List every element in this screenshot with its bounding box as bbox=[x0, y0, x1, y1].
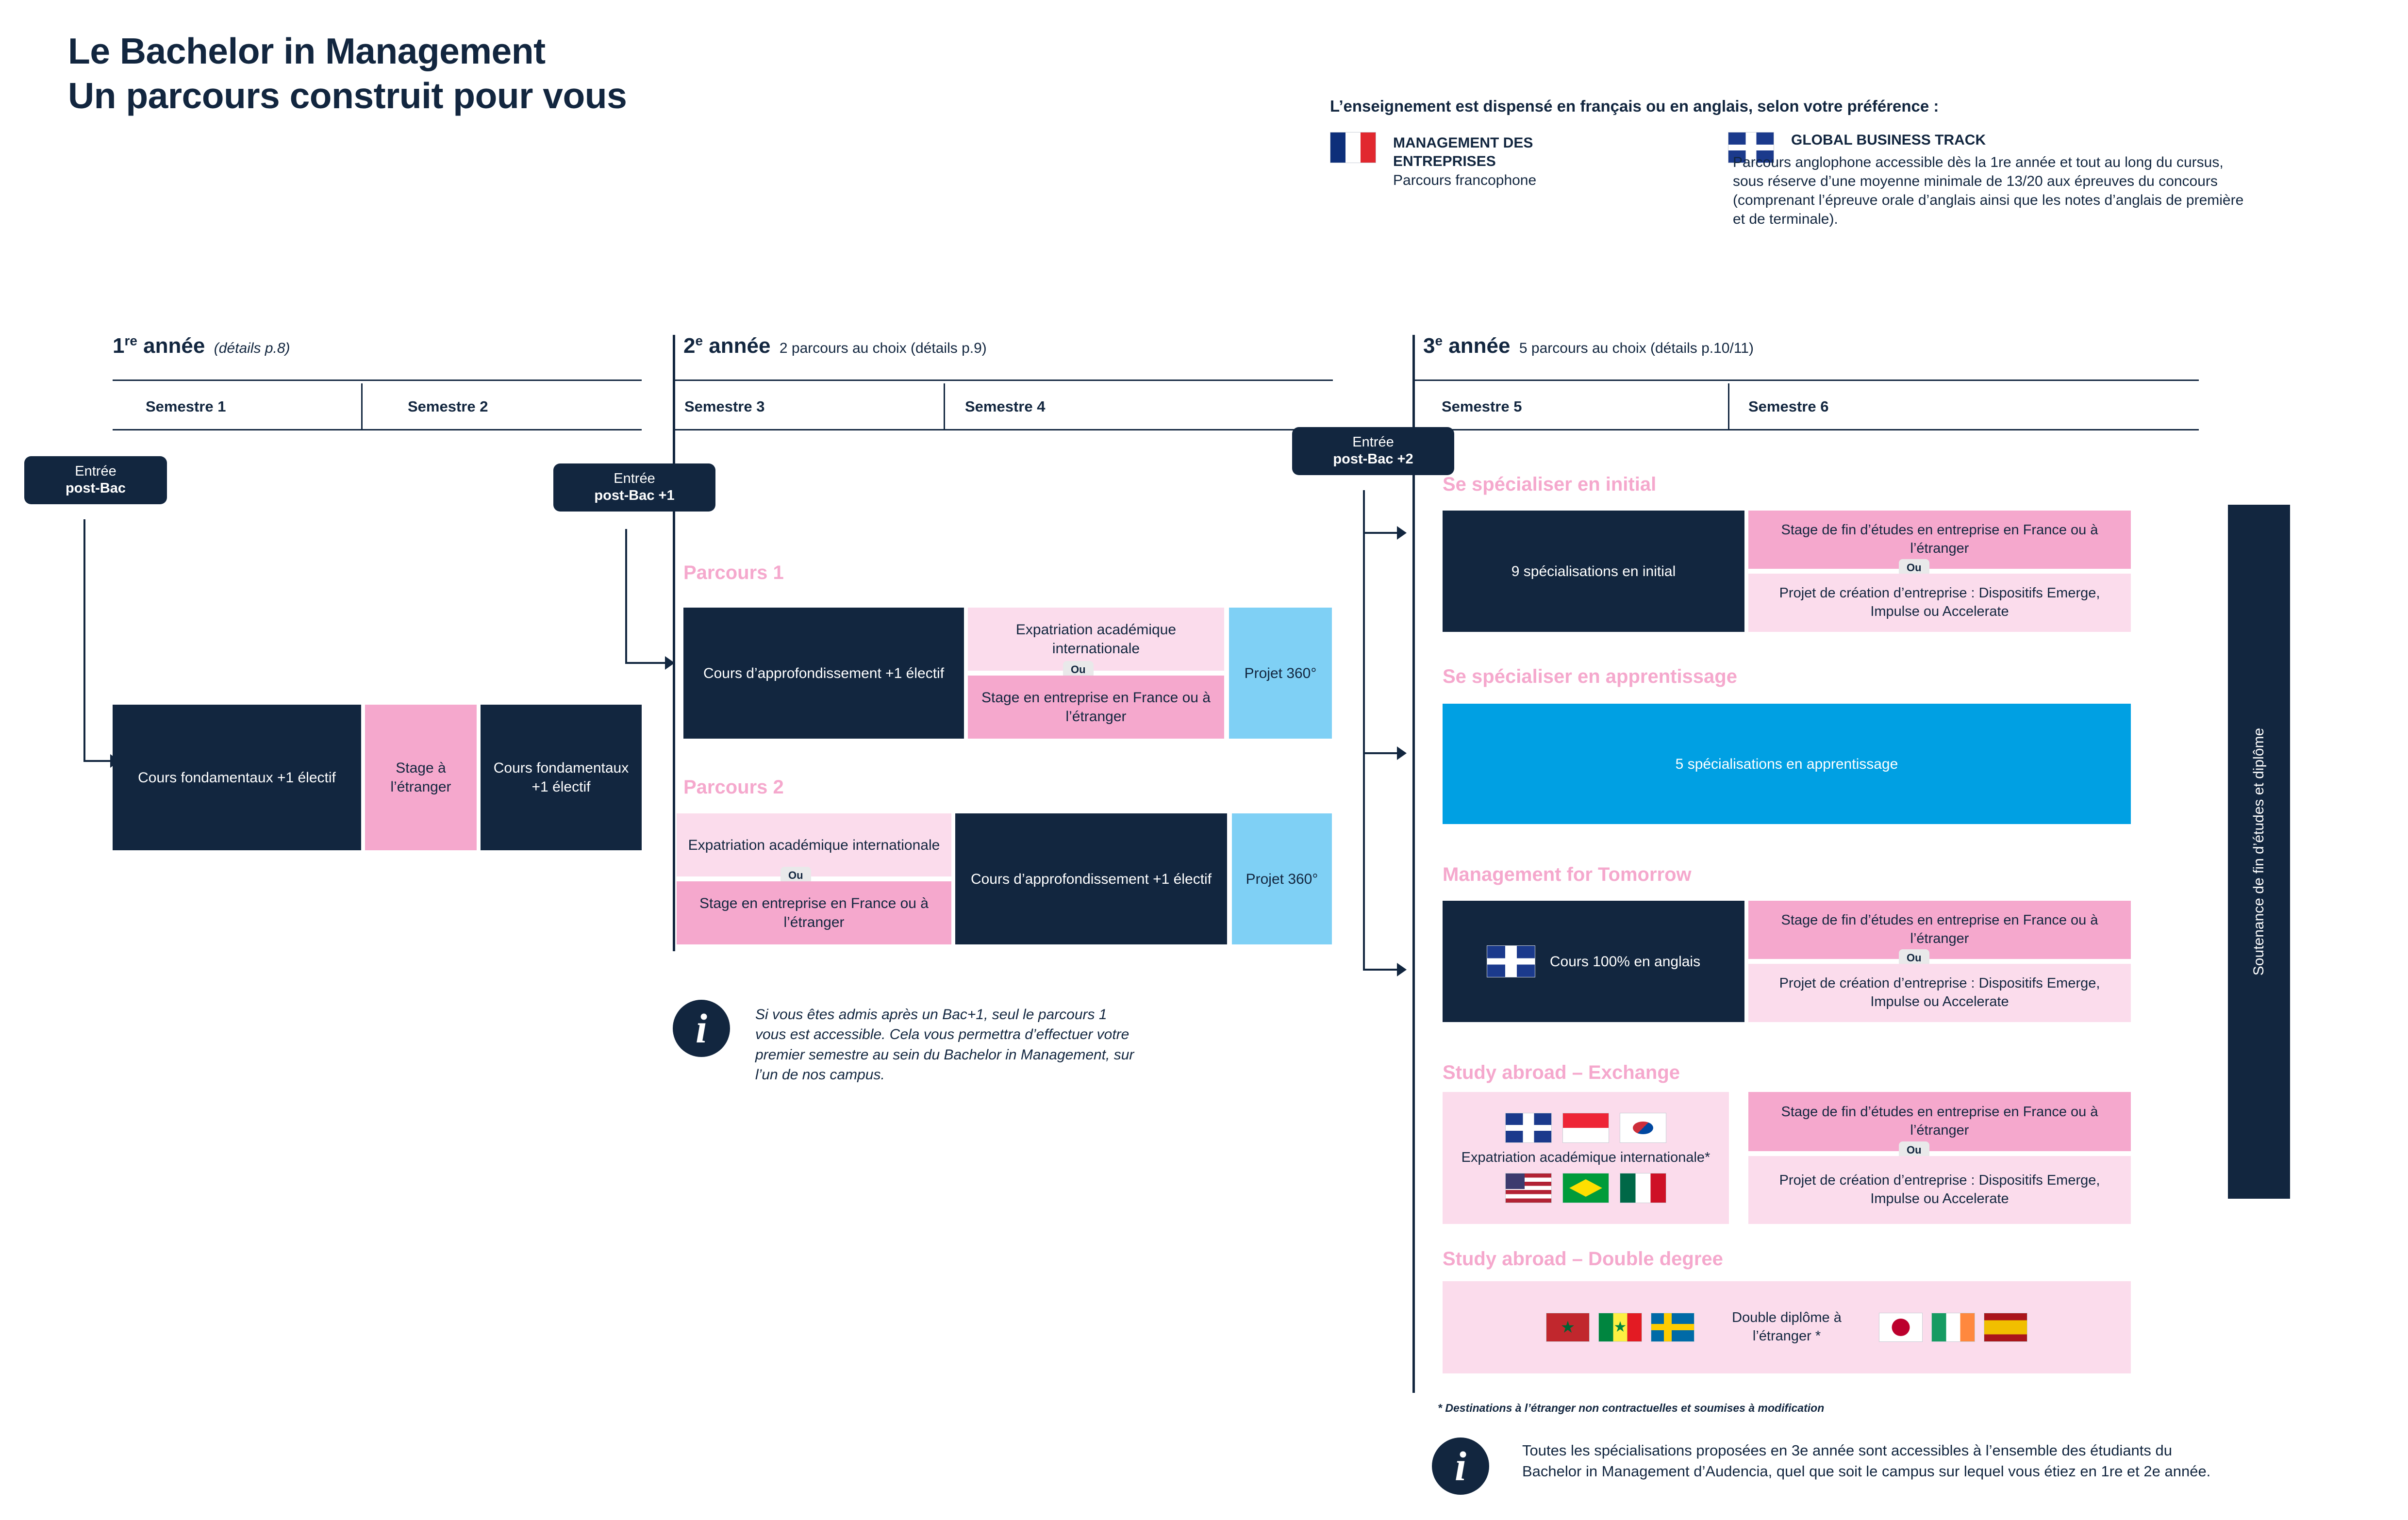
arrow-entry3-branch-2 bbox=[1363, 752, 1397, 754]
track5-box-double-degree bbox=[1443, 1281, 2131, 1373]
track1-right-bottom-label: Projet de création d’entreprise : Dispositifs Emerge, Impulse ou Accelerate bbox=[1779, 585, 2100, 619]
track3-box-creation bbox=[1748, 964, 2131, 1022]
parcours1-box-internship bbox=[968, 676, 1224, 739]
entry-badge-0-line2: post-Bac bbox=[65, 480, 126, 496]
arrow-entry3-head-3 bbox=[1397, 963, 1407, 976]
year2-subtitle: 2 parcours au choix (détails p.9) bbox=[779, 340, 987, 356]
flag-jp-icon bbox=[1879, 1313, 1923, 1342]
parcours2-box-top-label: Expatriation académique internationale bbox=[688, 837, 940, 853]
track4-flags-bottom bbox=[1505, 1173, 1666, 1203]
flag-uk-icon bbox=[1505, 1113, 1552, 1143]
entry-badge-1-line1: Entrée bbox=[614, 471, 655, 486]
flag-uk-icon bbox=[1487, 945, 1535, 977]
year1-box-3-label: Cours fondamentaux +1 électif bbox=[493, 760, 629, 795]
year2-semester-3-label: Semestre 3 bbox=[684, 398, 765, 415]
track4-box-internship bbox=[1748, 1092, 2131, 1151]
page-title bbox=[68, 29, 1233, 118]
parcours1-box-deepening bbox=[683, 608, 964, 739]
year1-semester-2-label: Semestre 2 bbox=[408, 398, 488, 415]
diploma-bar-label: Soutenance de fin d’études et diplôme bbox=[2251, 727, 2267, 976]
flag-br-icon bbox=[1562, 1173, 1609, 1203]
track3-box-internship bbox=[1748, 901, 2131, 959]
arrow-entry3-branch-3 bbox=[1363, 969, 1397, 971]
year1-semester-1-label: Semestre 1 bbox=[146, 398, 226, 415]
flag-ie-icon bbox=[1931, 1313, 1975, 1342]
track1-right-top-label: Stage de fin d’études en entreprise en France ou à l’étranger bbox=[1781, 522, 2098, 556]
year2-header: 2e année 2 parcours au choix (détails p.9) bbox=[683, 333, 987, 358]
year2-vertical-rule bbox=[673, 335, 675, 951]
track5-flags-left bbox=[1546, 1313, 1694, 1342]
track4-right-top-label: Stage de fin d’études en entreprise en France ou à l’étranger bbox=[1781, 1104, 2098, 1138]
page-title-line2: Un parcours construit pour vous bbox=[68, 75, 627, 116]
parcours2-box-right-label: Projet 360° bbox=[1246, 871, 1318, 887]
parcours2-box-deepening bbox=[955, 813, 1227, 944]
arrow-entry1-vertical bbox=[83, 519, 85, 762]
year1-box-fundamentals-2 bbox=[481, 705, 642, 850]
track-5-title: Study abroad – Double degree bbox=[1443, 1248, 1723, 1270]
info-icon-year2: i bbox=[673, 1000, 730, 1057]
track5-center-label: Double diplôme à l’étranger * bbox=[1732, 1310, 1842, 1344]
parcours-2-title: Parcours 2 bbox=[683, 777, 784, 798]
year3-header: 3e année 5 parcours au choix (détails p.10/11) bbox=[1423, 333, 1754, 358]
french-track-subtitle: Parcours francophone bbox=[1393, 172, 1537, 188]
track-3-title: Management for Tomorrow bbox=[1443, 864, 1692, 885]
entry-badge-1-line2: post-Bac +1 bbox=[594, 488, 675, 504]
parcours2-box-expatriation bbox=[677, 813, 951, 876]
parcours2-box-projet360 bbox=[1232, 813, 1332, 944]
entry-badge-2-line2: post-Bac +2 bbox=[1333, 451, 1413, 467]
arrow-entry3-vertical bbox=[1363, 490, 1365, 971]
track4-right-bottom-label: Projet de création d’entreprise : Dispositifs Emerge, Impulse ou Accelerate bbox=[1779, 1173, 2100, 1206]
track1-ou-label: Ou bbox=[1899, 559, 1929, 577]
year1-box-internship-abroad bbox=[365, 705, 477, 850]
track4-flags-top bbox=[1505, 1113, 1666, 1143]
track3-gap bbox=[1748, 959, 2131, 964]
arrow-entry1-horizontal bbox=[83, 760, 110, 762]
parcours1-box-expatriation bbox=[968, 608, 1224, 671]
arrow-entry2-horizontal bbox=[625, 662, 665, 664]
track-4-title: Study abroad – Exchange bbox=[1443, 1062, 1680, 1083]
track2-full-label: 5 spécialisations en apprentissage bbox=[1675, 756, 1898, 772]
parcours1-box-right-label: Projet 360° bbox=[1244, 665, 1317, 681]
track5-flags-right bbox=[1879, 1313, 2027, 1342]
parcours1-box-top-label: Expatriation académique internationale bbox=[1015, 622, 1177, 657]
language-heading: L’enseignement est dispensé en français ou en anglais, selon votre préférence : bbox=[1330, 97, 1939, 115]
arrow-entry3-head-2 bbox=[1397, 746, 1407, 760]
track3-left-label: Cours 100% en anglais bbox=[1549, 953, 1701, 970]
arrow-entry2-head bbox=[665, 656, 675, 670]
year1-box-2-label: Stage à l’étranger bbox=[390, 760, 451, 795]
parcours2-gap bbox=[677, 876, 951, 881]
parcours2-box-internship bbox=[677, 881, 951, 944]
parcours1-gap bbox=[968, 671, 1224, 676]
flag-sn-icon bbox=[1598, 1313, 1642, 1342]
parcours1-box-left-label: Cours d’approfondissement +1 électif bbox=[703, 665, 945, 681]
entry-badge-0-line1: Entrée bbox=[75, 463, 116, 479]
track-1-title: Se spécialiser en initial bbox=[1443, 474, 1657, 495]
track4-box-exchange bbox=[1443, 1092, 1729, 1224]
parcours1-box-bottom-label: Stage en entreprise en France ou à l’étranger bbox=[981, 690, 1211, 725]
arrow-entry2-vertical bbox=[625, 529, 627, 664]
track1-box-creation bbox=[1748, 574, 2131, 632]
flag-se-icon bbox=[1651, 1313, 1694, 1342]
track2-box-apprenticeship bbox=[1443, 704, 2131, 824]
parcours2-ou-label: Ou bbox=[781, 867, 811, 884]
parcours2-box-mid-label: Cours d’approfondissement +1 électif bbox=[970, 871, 1212, 887]
track3-box-english bbox=[1443, 901, 1744, 1022]
info-icon-year3: i bbox=[1432, 1437, 1489, 1495]
year2-rule-2 bbox=[673, 429, 1333, 430]
year1-rule bbox=[113, 380, 642, 381]
year2-note-text: Si vous êtes admis après un Bac+1, seul le parcours 1 vous est accessible. Cela vous permettra d’effectuer votre premier semestre au sein du Bachelor in Management, sur l’un de nos campus. bbox=[755, 1007, 1134, 1083]
year3-footnote: * Destinations à l’étranger non contractuelles et soumises à modification bbox=[1438, 1402, 1825, 1414]
year3-semester-6-label: Semestre 6 bbox=[1748, 398, 1829, 415]
year3-semester-5-label: Semestre 5 bbox=[1442, 398, 1522, 415]
track3-right-bottom-label: Projet de création d’entreprise : Dispositifs Emerge, Impulse ou Accelerate bbox=[1779, 975, 2100, 1009]
year2-semester-4-label: Semestre 4 bbox=[965, 398, 1046, 415]
entry-badge-post-bac bbox=[24, 456, 167, 504]
year1-box-1-label: Cours fondamentaux +1 électif bbox=[138, 769, 336, 786]
year2-rule bbox=[673, 380, 1333, 381]
flag-kr-icon bbox=[1620, 1113, 1666, 1143]
arrow-entry3-head-1 bbox=[1397, 526, 1407, 540]
track1-box-specialisations bbox=[1443, 511, 1744, 632]
flag-us-icon bbox=[1505, 1173, 1552, 1203]
year1-box-fundamentals-1 bbox=[113, 705, 361, 850]
track4-ou-label: Ou bbox=[1899, 1141, 1929, 1159]
parcours1-box-projet360 bbox=[1229, 608, 1332, 739]
flag-ma-icon bbox=[1546, 1313, 1590, 1342]
year1-header: 1re année (détails p.8) bbox=[113, 333, 290, 358]
year1-subtitle: (détails p.8) bbox=[214, 340, 290, 356]
track4-left-label: Expatriation académique internationale* bbox=[1461, 1150, 1711, 1166]
year3-subtitle: 5 parcours au choix (détails p.10/11) bbox=[1519, 340, 1754, 356]
flag-es-icon bbox=[1984, 1313, 2027, 1342]
flag-mx-icon bbox=[1620, 1173, 1666, 1203]
track1-left-label: 9 spécialisations en initial bbox=[1511, 563, 1676, 579]
track3-ou-label: Ou bbox=[1899, 949, 1929, 967]
track1-box-internship bbox=[1748, 511, 2131, 569]
french-track-label bbox=[1393, 134, 1602, 190]
year1-sem-divider bbox=[361, 383, 363, 429]
entry-badge-post-bac-2 bbox=[1292, 427, 1454, 475]
entry-badge-2-line1: Entrée bbox=[1352, 434, 1394, 450]
year3-rule bbox=[1412, 380, 2199, 381]
year3-note-text: Toutes les spécialisations proposées en 3e année sont accessibles à l’ensemble des étudiants du Bachelor in Management d’Audencia, quel que soit le campus sur lequel vous étiez en 1re et 2e année. bbox=[1522, 1442, 2211, 1480]
track4-box-creation bbox=[1748, 1156, 2131, 1224]
entry-badge-post-bac-1 bbox=[553, 463, 715, 512]
parcours-1-title: Parcours 1 bbox=[683, 562, 784, 583]
year3-vertical-rule bbox=[1412, 335, 1415, 1393]
year3-sem-divider bbox=[1728, 383, 1729, 429]
arrow-entry3-branch-1 bbox=[1363, 532, 1397, 534]
year1-rule-2 bbox=[113, 429, 642, 430]
diploma-bar bbox=[2228, 505, 2290, 1199]
english-track-title: GLOBAL BUSINESS TRACK bbox=[1791, 132, 1986, 148]
flag-fr-icon bbox=[1330, 132, 1376, 163]
track-2-title: Se spécialiser en apprentissage bbox=[1443, 666, 1737, 687]
track3-right-top-label: Stage de fin d’études en entreprise en France ou à l’étranger bbox=[1781, 912, 2098, 946]
french-track-title: MANAGEMENT DES ENTREPRISES bbox=[1393, 135, 1533, 170]
track4-gap bbox=[1748, 1151, 2131, 1156]
year2-sem-divider bbox=[944, 383, 945, 429]
english-track-body: Parcours anglophone accessible dès la 1re année et tout au long du cursus, sous réserve d’une moyenne minimale de 13/20 aux épreuves du concours (comprenant l’épreuve orale d’anglais ainsi que les notes d’anglais de première et de terminale). bbox=[1733, 154, 2244, 227]
parcours1-ou-label: Ou bbox=[1063, 661, 1094, 678]
page-title-line1: Le Bachelor in Management bbox=[68, 31, 546, 71]
parcours2-box-bottom-label: Stage en entreprise en France ou à l’étranger bbox=[699, 895, 929, 930]
flag-sg-icon bbox=[1562, 1113, 1609, 1143]
year3-rule-2 bbox=[1412, 429, 2199, 430]
track1-gap bbox=[1748, 569, 2131, 574]
